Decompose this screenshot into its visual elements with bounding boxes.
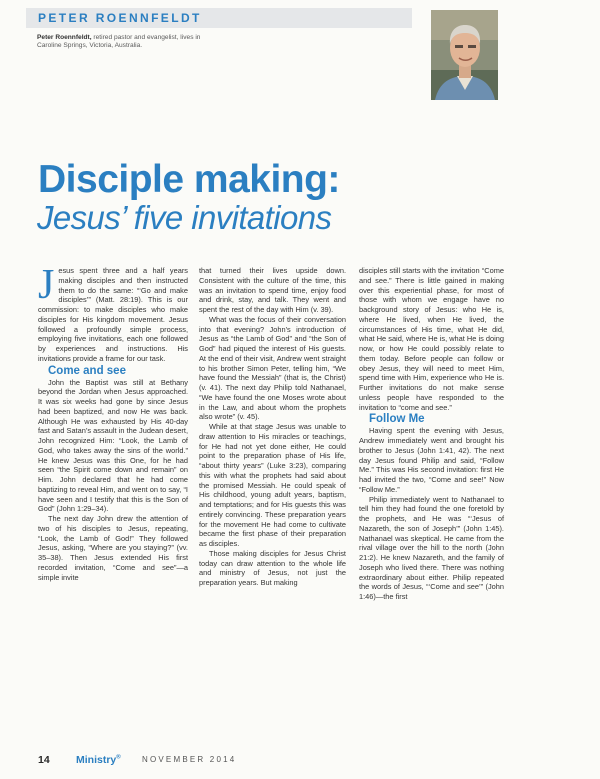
paragraph: While at that stage Jesus was unable to draw attention to His miracles or teachings, for He had not yet done either, He could point to the preparation phase of His life, “about thirty years” (Luke 3:23), comparing this with what the prophets had said about the promised Messiah. He could speak of His childhood, young adult years, baptism, and temptations; and for His guests this was entirely convincing. These preparation years for the movement He had come to cultivate became the first phase of their preparation as disciples.: [199, 422, 346, 548]
drop-cap: J: [38, 262, 55, 308]
issue-date: NOVEMBER 2014: [142, 755, 237, 764]
paragraph: Those making disciples for Jesus Christ today can draw attention to the whole life and ministry of Jesus, not just the preparation years. But making: [199, 548, 346, 587]
paragraph: What was the focus of their conversation into that evening? John’s introduction of Jesus as “the Lamb of God” and “the Son of God” had piqued the interest of His guests. At the end of their visit, Andrew went straight to his brother Simon Peter, telling him, “We have found the Messiah” (that is, the Christ) (v. 41). The next day Philip told Nathanael, “We have found the one Moses wrote about in the Law, and about whom the prophets also wrote” (v. 45).: [199, 314, 346, 422]
text-column-1: [38, 262, 188, 582]
author-photo: [431, 10, 498, 100]
author-bio-text: retired pastor and evangelist, lives in Caroline Springs, Victoria, Australia.: [37, 34, 201, 50]
paragraph: that turned their lives upside down. Consistent with the culture of the time, this was an invitation to spend time, enjoy food and drink, stay, and talk. They went and spent the rest of the day with Him (v. 39).: [199, 266, 346, 314]
article-title: Disciple making:: [38, 158, 340, 201]
section-heading-follow-me: Follow Me: [369, 413, 425, 426]
page-number: 14: [38, 754, 50, 766]
text-column-2: [199, 266, 346, 588]
paragraph: [38, 262, 188, 364]
section-heading-come-and-see: Come and see: [48, 364, 126, 377]
paragraph: Having spent the evening with Jesus, Andrew immediately went and brought his brother to Jesus (John 1:41, 42). The next day Jesus found Philip and said, “Follow Me.” This was His second invitation: first He had invited the two, “Come and see!” Now “Follow Me.”: [359, 426, 504, 494]
paragraph: Philip immediately went to Nathanael to tell him they had found the one foretold by the prophets, and He was “‘Jesus of Nazareth, the son of Joseph’” (John 1:45). Nathanael was skeptical. He came from the rival village over the hill to the north (John 21:2). He knew Nazareth, and the family of Joseph who lived there. There was nothing extraordinary about either. Philip repeated the words of Jesus, “‘Come and see’” (John 1:46)—the first: [359, 494, 504, 601]
paragraph: The next day John drew the attention of two of his disciples to Jesus, repeating, “Look, the Lamb of God!” They followed Jesus, asking, “Where are you staying?” (vv. 35–38). Then Jesus extended His first recorded invitation, “Come and see”—a simple invite: [38, 514, 188, 582]
article-subtitle: Jesus’ five invitations: [37, 199, 332, 236]
author-bio: [37, 34, 207, 51]
author-bio-name: Peter Roennfeldt,: [37, 34, 92, 41]
author-name: PETER ROENNFELDT: [38, 11, 202, 25]
magazine-title: Ministry: [76, 754, 117, 766]
author-portrait-icon: [431, 10, 498, 100]
magazine-name: Ministry®: [76, 754, 121, 766]
intro-text: esus spent three and a half years making disciples and then instructed them to do the same: “‘Go and make disciples’” (Matt. 28:19). This is our commission: to make disciples who make disciples for His kingdom movement. Jesus followed a profoundly simple process, employing five invitations, each one followed by experiences and instructions. His invitations provide a frame for our task.: [38, 266, 188, 363]
paragraph: John the Baptist was still at Bethany beyond the Jordan when Jesus approached. It was six weeks had gone by since Jesus had been baptized, and now He was back. Although He was exhausted by His 40-day fast and Satan’s assault in the Judean desert, John recognized Him: “Look, the Lamb of God, who takes away the sins of the world.” He knew Jesus was this One, for he had seen “the Spirit come down and remain” on Him. John declared that he had come baptizing to reveal Him, and went on to say, “I have seen and I testify that this is the Son of God” (John 1:29–34).: [38, 377, 188, 514]
paragraph: disciples still starts with the invitation “Come and see.” There is little gained in making over this experiential phase, for most of those with whom we engage have no background story of Jesus: who He is, where He lived, when He lived, the circumstances of His time, what He did, what He said, where He is, what He is doing now, or how He could possibly relate to them today. Before people can follow or obey Jesus, they will need to meet Him, spend time with Him, experience who He is. Further invitations do not make sense unless people have responded to the invitation to “come and see.”: [359, 266, 504, 412]
text-column-3: [359, 266, 504, 602]
